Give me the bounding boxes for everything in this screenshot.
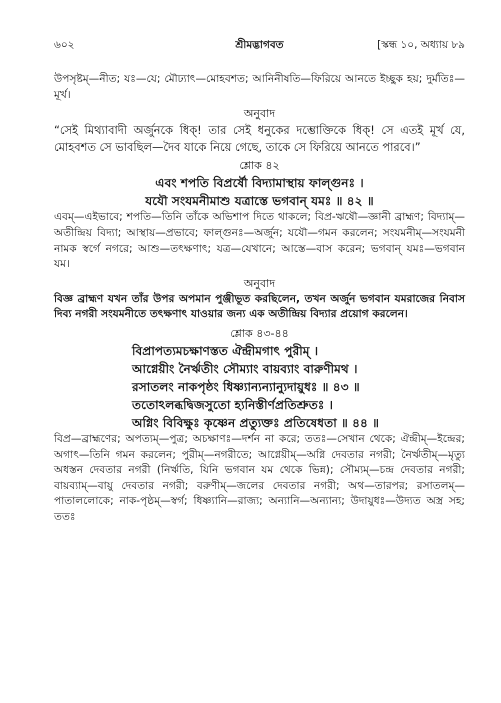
sloka-heading: শ্লোক ৪২ — [239, 159, 280, 173]
page-header — [54, 38, 465, 54]
synonyms-paragraph: বিপ্র—ব্রাহ্মণের; অপত্যম্—পুত্র; অচক্ষাণঃ—দর্শন না করে; ততঃ—সেখান থেকে; ঐন্দ্রীম্—ইন্দ্রের; অগাৎ—তিনি গমন করলেন; পুরীম্—নগরীতে; আগ্নেয়ীম্—অগ্নি দেবতার নগরী; নৈর্ঋতীম্—মৃত্যু অধস্তন দেবতার নগরী (নির্ঋতি, যিনি ভগবান যম থেকে ভিন্ন); সৌম্যম্—চন্দ্র দেবতার নগরী; বায়ব্যাম্—বায়ু দেবতার নগরী; বরুণীম্—জলের দেবতার নগরী; অথ—তারপর; রসাতলম্—পাতাললোকে; নাক-পৃষ্ঠম্—স্বর্গ; ধিষ্ণ্যানি—রাজ্য; অন্যানি—অন্যান্য; উদায়ুধঃ—উদ্যত অস্ত্র সহ; ততঃ — [54, 432, 465, 523]
book-title: শ্রীমদ্ভাগবত — [235, 39, 284, 51]
verse-line: এবং শপতি বিপ্রর্ষৌ বিদ্যামাস্থায় ফাল্গুনঃ । — [155, 176, 364, 191]
verse-line: আগ্নেয়ীং নৈর্ঋতীং সৌম্যাং বায়ব্যাং বারুণীমথ । — [132, 361, 358, 376]
chapter-reference: [স্কন্ধ ১০, অধ্যায় ৮৯ — [377, 39, 465, 51]
verse-line: ততোঽলব্ধদ্বিজসুতো হ্যনিস্তীর্ণপ্রতিশ্রুতঃ । — [132, 397, 333, 412]
translation-heading: অনুবাদ — [243, 107, 276, 121]
translation-paragraph: “সেই মিথ্যাবাদী অর্জুনকে ধিক্! তার সেই ধনুকের দম্ভোক্তিকে ধিক্! সে এতই মূর্খ যে, মোহবশত সে ভাবছিল—দৈব যাকে নিয়ে গেছে, তাকে সে ফিরিয়ে আনতে পারবে।” — [54, 123, 465, 154]
sloka-heading: শ্লোক ৪৩-৪৪ — [230, 326, 289, 340]
page-body — [54, 72, 465, 526]
synonyms-paragraph: এবম্—এইভাবে; শপতি—তিনি তাঁকে অভিশাপ দিতে থাকলে; বিপ্র-ঋষৌ—জ্ঞানী ব্রাহ্মণ; বিদ্যাম্—অতীন্দ্রিয় বিদ্যা; আস্থায়—প্রভাবে; ফাল্গুনঃ—অর্জুন; যযৌ—গমন করলেন; সংযমনীম্—সংযমনী নামক স্বর্গে নগরে; আশু—তৎক্ষণাৎ; যত্র—যেখানে; আস্তে—বাস করেন; ভগবান্ যমঃ—ভগবান যম। — [54, 211, 465, 271]
verse-line: বিপ্রাপত্যমচক্ষাণস্তত ঐন্দ্রীমগাৎ পুরীম্ । — [132, 343, 319, 358]
page-number: ৬০২ — [54, 39, 75, 51]
translation-heading: অনুবাদ — [243, 276, 276, 290]
synonyms-top: উপসৃষ্টম্—নীত; যঃ—যে; মৌঢ্যাৎ—মোহবশত; আনিনীষতি—ফিরিয়ে আনতে ইচ্ছুক হয়; দুর্মতিঃ—মূর্খ। — [54, 73, 465, 101]
verse-line: রসাতলং নাকপৃষ্ঠং ধিষ্ণ্যান্যন্যান্যুদায়ুধঃ ॥ ৪৩ ॥ — [132, 379, 360, 394]
verse-line: অগ্নিং বিবিক্ষুঃ কৃষ্ণেন প্রত্যুক্তঃ প্রতিষেধতা ॥ ৪৪ ॥ — [132, 415, 380, 430]
verse-line: যযৌ সংযমনীমাশু যত্রাস্তে ভগবান্ যমঃ ॥ ৪২ ॥ — [145, 194, 374, 209]
translation-paragraph: বিজ্ঞ ব্রাহ্মণ যখন তাঁর উপর অপমান পুঞ্জীভূত করছিলেন, তখন অর্জুন ভগবান যমরাজের নিবাস দিব্য নগরী সংযমনীতে তৎক্ষণাৎ যাওয়ার জন্য এক অতীন্দ্রিয় বিদ্যার প্রয়োগ করলেন। — [54, 292, 465, 321]
